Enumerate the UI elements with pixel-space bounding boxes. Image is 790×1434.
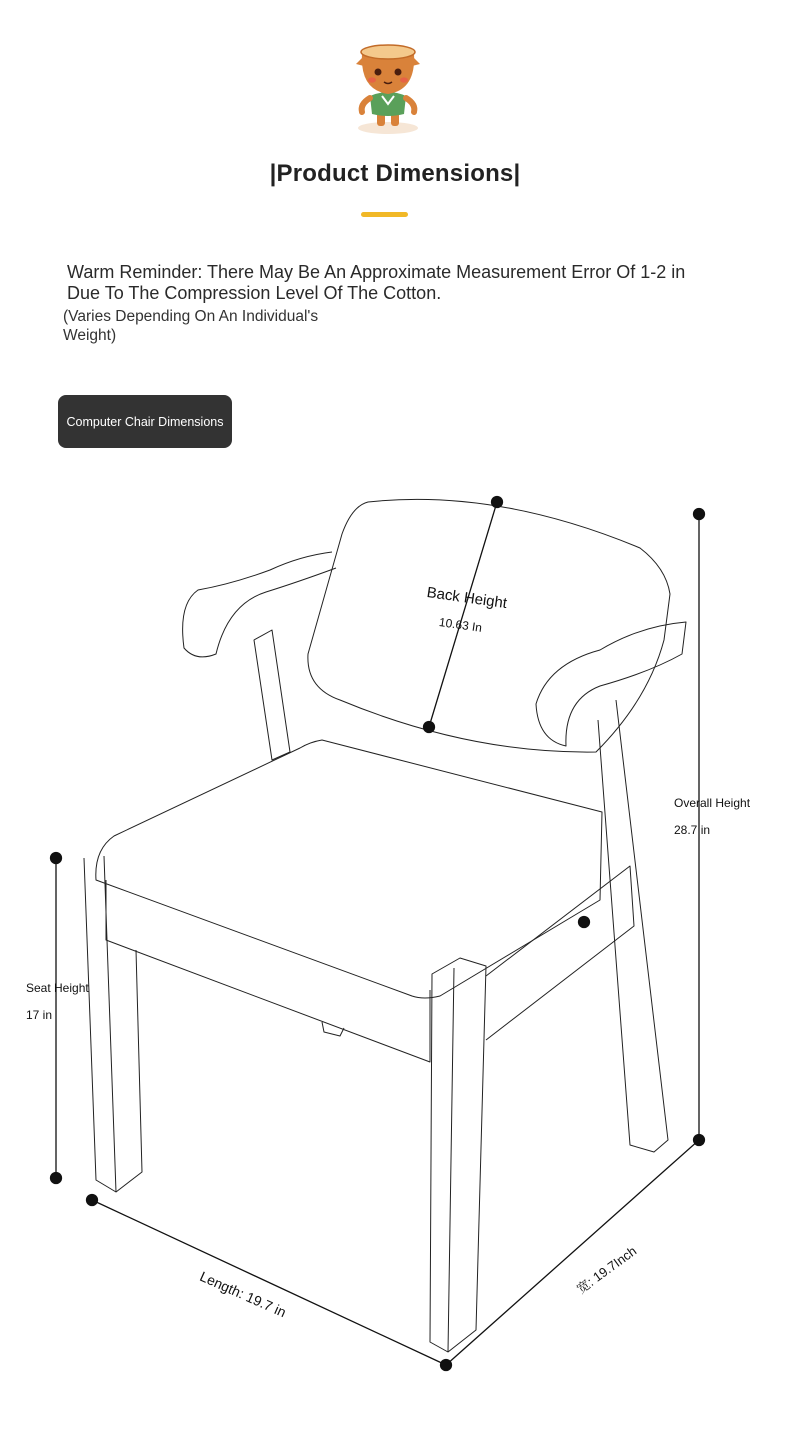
back-left-leg [254,630,290,760]
section-tag-label: Computer Chair Dimensions [66,414,224,429]
front-right-leg [430,958,486,1352]
seat-height-value: 17 in [26,1008,53,1022]
back-height-label: Back Height [425,584,509,613]
backrest [308,499,670,752]
overall-height-label: Overall Height [674,796,751,810]
width-label: 宽: 19.7Inch [573,1243,640,1297]
warm-reminder-text: Warm Reminder: There May Be An Approximate Measurement Error Of 1-2 in Due To The Compression Level Of The Cotton. [67,262,686,303]
back-height-value: 10.63 In [438,615,483,635]
left-armrest [183,552,336,657]
side-apron [486,866,634,1040]
page-title: |Product Dimensions| [269,160,521,187]
front-left-leg [84,856,142,1192]
overall-height-value: 28.7 in [674,823,711,837]
seat-height-label: Seat Height [26,981,89,995]
back-right-leg [598,700,668,1152]
weight-note: (Varies Depending On An Individual's Weight) [63,308,319,344]
seat [96,740,602,998]
front-apron [106,880,430,1062]
length-label: Length: 19.7 in [197,1268,289,1321]
